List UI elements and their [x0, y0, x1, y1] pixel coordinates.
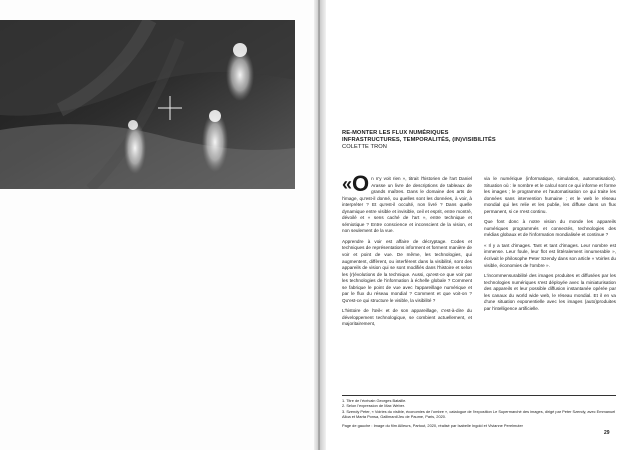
footnotes — [342, 395, 616, 432]
book-gutter — [314, 0, 326, 450]
dropcap-letter: O — [352, 171, 370, 196]
footnote-divider — [342, 395, 616, 396]
article-column-right — [484, 176, 616, 316]
paragraph: via le numérique (informatique, simulation, automatisation). Situation où : le nombre et le calcul sont ce qui informe et forme les images ; le programme et l'automatisation ce qui traite les données sans intervention humaine ; et le web le réseau mondial qui les relie et les publie, les diffuse dans un flux permanent, si ce n'est continu. — [484, 176, 616, 214]
article-header — [342, 130, 592, 152]
article-author: COLETTE TRON — [342, 144, 388, 151]
image-caption: Page de gauche : Image du film Ailleurs, Partout, 2020, réalisé par Isabelle Ingold et Vivianne Perelmuter — [342, 422, 523, 428]
paragraph: Apprendre à voir est affaire de décryptage. Codes et techniques de représentations informent et forment manière de voir et point de vue. De même, les technologies, qui augmentent, diffèrent, ou interfèrent dans la visibilité, sont des appareils de vision qui se sont modifiés dans l'histoire et selon les (r)évolutions de la technique. Aussi, qu'est-ce que voir par les technologies de l'information à échelle globale ? Comment se fabrique le point de vue avec l'appareillage numérique et par le flux du réseau mondial ? Comment et que voit-on ? Qu'est-ce qui structure le visible, la visibilité ? — [342, 238, 472, 303]
paragraph: L'histoire de l'œil« et de son appareillage, c'est-à-dire du développement technologique, se combient actuellement, et majoritairement, — [342, 308, 472, 327]
footnote: 3. Szendy Peter, « Voiries du visible, économies de l'ombre », catalogue de l'exposition Le Supermarché des images, dirigé par Peter Szendy, avec Emmanuel Alloa et Marta Ponsa, Gallimard/Jeu de Paume, Paris, 2020. — [342, 408, 616, 420]
footnote: 2. Selon l'expression de Max Weber. — [342, 403, 405, 409]
article-column-left — [342, 171, 472, 332]
page-number: 29 — [604, 430, 610, 436]
article-title-line1: RE-MONTER LES FLUX NUMÉRIQUES — [342, 130, 449, 136]
opening-quote: « — [342, 174, 353, 194]
paragraph: Que font donc à notre vision du monde les appareils numériques programmés et connectés, technologies des médias globaux et de l'information mondialisée et continue ? — [484, 219, 616, 238]
paragraph-text: n n'y voit rien », titrait l'historien de l'art Daniel Arasse un livre de descriptions de tableaux de grands maîtres. Dans le domaine des arts de l'image, qu'est-il donné, ou quelles sont les données, à voir, à interpréter ? Et qu'est-il occulté, non livré ? Dans quelle dynamique entre visible et invisible, ceil et esprit, entre montré, dévoilé et « sens caché de l'art », entre technique et sémiotique ? Entre conscience et inconscient de la vision, et non seulement de la vue. — [342, 176, 472, 234]
paragraph: L'incommensurabilité des images produites et diffusées par les technologies numériques s'est déployée avec la miniaturisation des appareils et leur possible diffusion instantanée opérée par les canaux du world wide web, le réseau mondial. Et il en va d'une situation exponentielle avec les images (auto)produites par l'intelligence artificielle. — [484, 273, 616, 311]
left-page — [0, 0, 318, 450]
thermal-film-still — [0, 20, 295, 189]
paragraph: « Il y a tant d'images. Tant et tant d'images. Leur nombre est immense. Leur foule, leur flot est littéralement innumerable », écrivait le philosophe Peter Szendy dans son article « Voirles du visible, économies de l'ombre ». — [484, 242, 616, 268]
footnote: 1. Titre de l'écrivain Georges Bataille. — [342, 397, 407, 403]
paragraph — [342, 171, 472, 235]
dropcap-block — [342, 171, 370, 196]
article-title-line2: INFRASTRUCTURES, TEMPORALITÉS, (IN)VISIBILITÉS — [342, 137, 496, 144]
